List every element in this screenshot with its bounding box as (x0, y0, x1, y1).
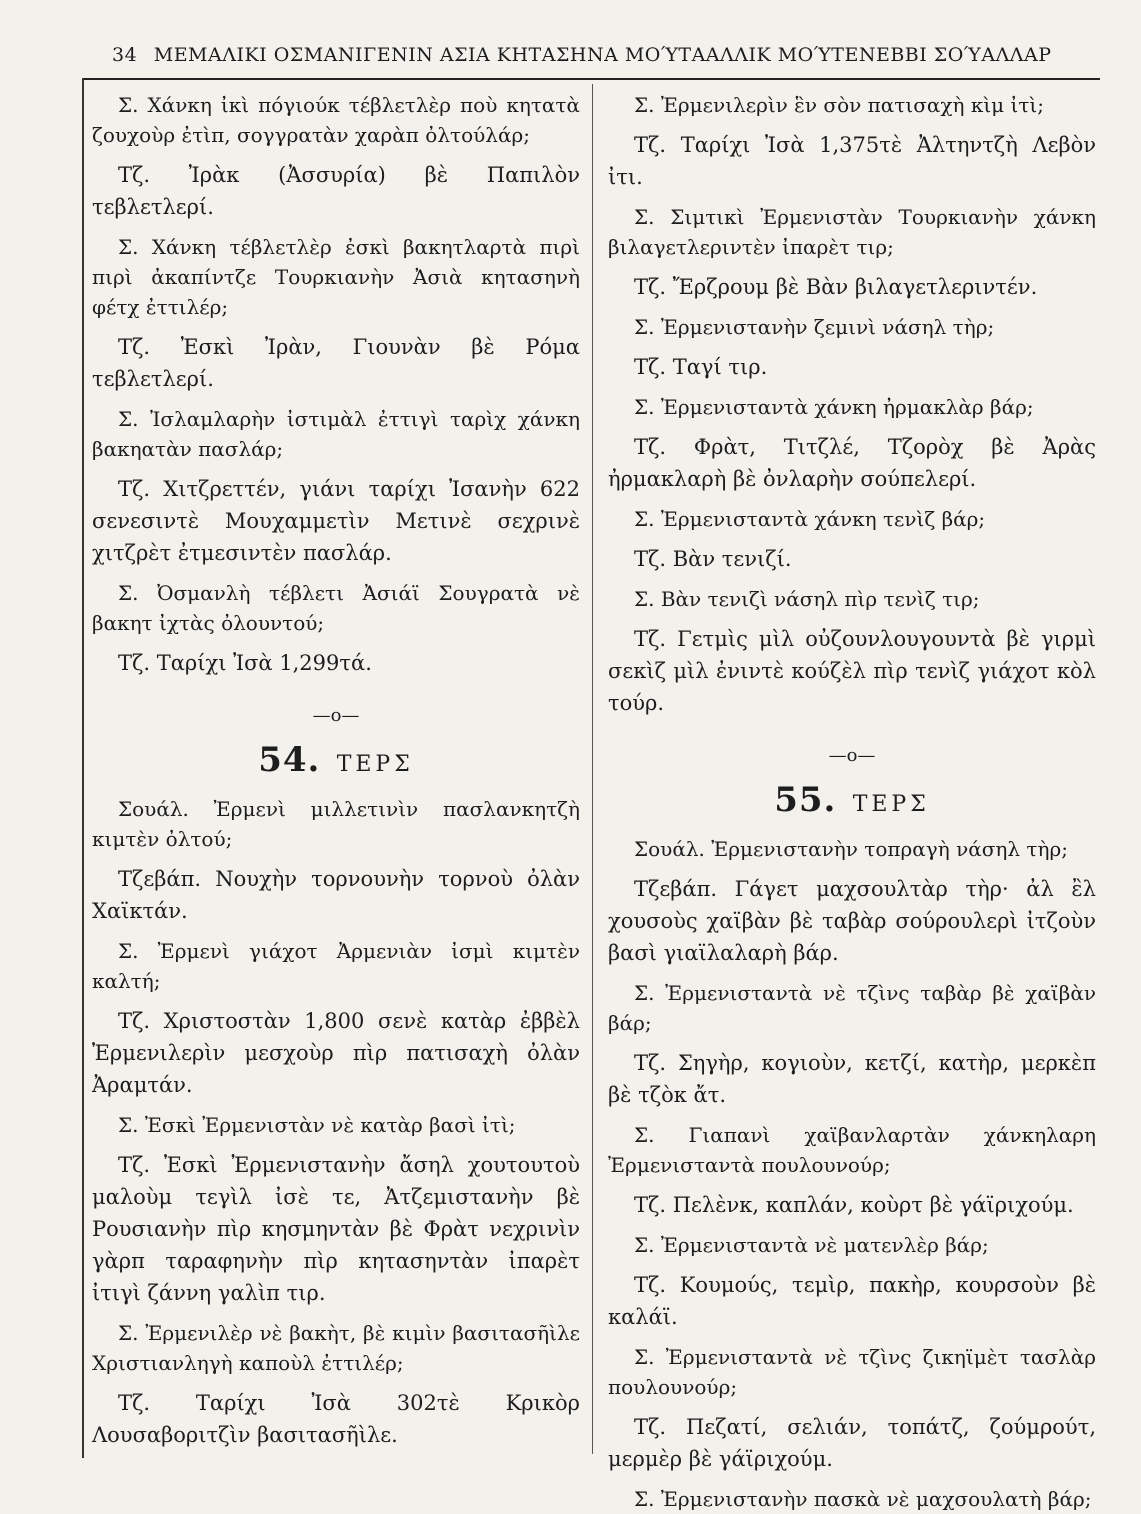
paragraph: Τζ. Κουμούς, τεμὶρ, πακὴρ, κουρσοὺν βὲ καλάϊ. (608, 1273, 1096, 1329)
paragraph: Σ. Ἐρμενισταντὰ χάνκη τενὶζ βάρ; (634, 507, 986, 531)
paragraph: Τζ. Ἔρζρουμ βὲ Βὰν βιλαγετλεριντέν. (634, 275, 1038, 299)
paragraph: Τζ. Χριστοστὰν 1,800 σενὲ κατὰρ ἐββὲλ Ἐρμενιλερὶν μεσχοὺρ πὶρ πατισαχὴ ὀλὰν Ἀραμτάν. (92, 1009, 580, 1097)
paragraph: Σ. Σιμτικὶ Ἐρμενιστὰν Τουρκιανὴν χάνκη βιλαγετλεριντὲν ἰπαρὲτ τιρ; (608, 205, 1096, 259)
lesson-number: 55. (774, 780, 837, 820)
paragraph: Τζ. Ταρίχι Ἰσὰ 1,299τά. (118, 651, 372, 675)
paragraph: Σ. Χάνκη τέβλετλὲρ ἐσκὶ βακητλαρτὰ πιρὶ πιρὶ ἀκαπίντζε Τουρκιανὴν Ἀσιὰ κητασηνὴ φέτχ ἐττιλέρ; (92, 235, 580, 319)
column-divider (592, 84, 593, 1454)
paragraph: Τζ. Ἐσκὶ Ἐρμενιστανὴν ἄσηλ χουτουτοὺ μαλοὺμ τεγὶλ ἰσὲ τε, Ἀτζεμιστανὴν βὲ Ρουσιανὴν πὶρ κησμηντὰν βὲ Φρὰτ νεχρινὶν γὰρπ ταραφηνὴν πὶρ κητασηντὰν ἰπαρὲτ ἰτιγὶ ζάννη γαλὶπ τιρ. (92, 1153, 580, 1305)
paragraph: Τζεβάπ. Γάγετ μαχσουλτὰρ τὴρ· ἀλ ἒλ χουσοὺς χαϊβὰν βὲ ταβὰρ σούρουλερὶ ἰτζοὺν βασὶ γιαϊλαλαρὴ βάρ. (608, 877, 1096, 965)
paragraph: Σ. Ἐρμενισταντὰ νὲ ματενλὲρ βάρ; (634, 1233, 989, 1257)
paragraph: Σ. Ἐρμενισταντὰ νὲ τζὶνς ζικηϊμὲτ τασλὰρ πουλουνούρ; (608, 1345, 1096, 1399)
paragraph: Σ. Ἐρμενιλερὶν ἓν σὸν πατισαχὴ κὶμ ἰτὶ; (634, 93, 1044, 117)
paragraph: Σ. Ἐρμενιστανὴν ζεμινὶ νάσηλ τὴρ; (634, 315, 995, 339)
paragraph: Σ. Χάνκη ἰκὶ πόγιούκ τέβλετλὲρ ποὺ κητατὰ ζουχοὺρ ἐτὶπ, σογγρατὰν χαρὰπ ὀλτούλάρ; (92, 93, 580, 147)
paragraph: Τζ. Σηγὴρ, κογιοὺν, κετζί, κατὴρ, μερκὲπ βὲ τζὸκ ἄτ. (608, 1051, 1096, 1107)
paragraph: Σουάλ. Ἐρμενὶ μιλλετινὶν πασλανκητζὴ κιμτὲν ὀλτού; (92, 797, 580, 851)
section-separator: —ο— (312, 705, 360, 726)
right-column (608, 90, 1096, 1514)
page-title: ΜΕΜΑΛΙΚΙ ΟΣΜΑΝΙΓΕΝΙΝ ΑΣΙΑ ΚΗΤΑΣΗΝΑ ΜΟΎΤΑΑΛΛΙΚ ΜΟΎΤΕΝΕΒΒΙ ΣΟΎΑΛΛΑΡ (153, 44, 1052, 66)
paragraph: Τζ. Πεζατί, σελιάν, τοπάτζ, ζούμρούτ, μερμὲρ βὲ γάϊριχούμ. (608, 1415, 1096, 1471)
lesson-word: ΤΕΡΣ (336, 752, 414, 777)
paragraph: Τζ. Φρὰτ, Τιτζλέ, Τζορὸχ βὲ Ἀρὰς ἠρμακλαρὴ βὲ ὀνλαρὴν σούπελερί. (608, 435, 1096, 491)
paragraph: Τζ. Ταρίχι Ἰσὰ 302τὲ Κρικὸρ Λουσαβοριτζὶν βασιτασῆὶλε. (92, 1391, 580, 1447)
paragraph: Σ. Βὰν τενιζὶ νάσηλ πὶρ τενὶζ τιρ; (634, 587, 980, 611)
paragraph: Σ. Ἐρμενιλὲρ νὲ βακὴτ, βὲ κιμὶν βασιτασῆὶλε Χριστιανληγὴ καποὺλ ἐττιλέρ; (92, 1321, 580, 1375)
paragraph: Σουάλ. Ἐρμενιστανὴν τοπραγὴ νάσηλ τὴρ; (634, 837, 1068, 861)
paragraph: Σ. Ἐρμενὶ γιάχοτ Ἀρμενιὰν ἰσμὶ κιμτὲν καλτή; (92, 939, 580, 993)
paragraph: Σ. Ἐρμενισταντὰ νὲ τζὶνς ταβὰρ βὲ χαϊβὰν βάρ; (608, 981, 1096, 1035)
paragraph: Σ. Ὀσμανλὴ τέβλετι Ἀσιάϊ Σουγρατὰ νὲ βακητ ἰχτὰς ὀλουντού; (92, 581, 580, 635)
lesson-number: 54. (258, 740, 321, 780)
paragraph: Σ. Ἐρμενισταντὰ χάνκη ἠρμακλὰρ βάρ; (634, 395, 1034, 419)
paragraph: Σ. Γιαπανὶ χαϊβανλαρτὰν χάνκηλαρη Ἐρμενισταντὰ πουλουνούρ; (608, 1123, 1096, 1177)
lesson-heading (92, 740, 580, 780)
left-column (92, 90, 580, 1451)
paragraph: Σ. Ἐρμενιστανὴν πασκὰ νὲ μαχσουλατὴ βάρ; (634, 1487, 1092, 1511)
paragraph: Σ. Ἰσλαμλαρὴν ἰστιμὰλ ἐττιγὶ ταρὶχ χάνκη βακηατὰν πασλάρ; (92, 407, 580, 461)
lesson-word: ΤΕΡΣ (852, 792, 930, 817)
header-rule (82, 78, 1100, 80)
paragraph: Τζ. Ἐσκὶ Ἰρὰν, Γιουνὰν βὲ Ρόμα τεβλετλερί. (92, 335, 580, 391)
paragraph: Τζ. Γετμὶς μὶλ οὐζουνλουγουντὰ βὲ γιρμὶ σεκὶζ μὶλ ἐνιντὲ κούζὲλ πὶρ τενὶζ γιάχοτ κὸλ τούρ. (608, 627, 1096, 715)
paragraph: Τζ. Ταρίχι Ἰσὰ 1,375τὲ Ἀλτηντζὴ Λεβὸν ἰτι. (608, 133, 1096, 189)
book-page (70, 34, 1110, 1511)
page-number: 34 (112, 44, 138, 66)
left-border-rule (82, 78, 84, 1458)
paragraph: Τζ. Ταγί τιρ. (634, 355, 768, 379)
paragraph: Τζεβάπ. Νουχὴν τορνουνὴν τορνοὺ ὀλὰν Χαϊκτάν. (92, 867, 580, 923)
paragraph: Τζ. Πελὲνκ, καπλάν, κοὺρτ βὲ γάϊριχούμ. (634, 1193, 1074, 1217)
paragraph: Τζ. Βὰν τενιζί. (634, 547, 792, 571)
section-separator: —ο— (828, 745, 876, 766)
paragraph: Σ. Ἐσκὶ Ἐρμενιστὰν νὲ κατὰρ βασὶ ἰτὶ; (118, 1113, 516, 1137)
lesson-heading (608, 780, 1096, 820)
paragraph: Τζ. Χιτζρεττέν, γιάνι ταρίχι Ἰσανὴν 622 σενεσιντὲ Μουχαμμετὶν Μετινὲ σεχρινὲ χιτζρὲτ ἐτμεσιντὲν πασλάρ. (92, 477, 580, 565)
paragraph: Τζ. Ἰρὰκ (Ἀσσυρία) βὲ Παπιλὸν τεβλετλερί. (92, 163, 580, 219)
running-head (112, 44, 1112, 66)
